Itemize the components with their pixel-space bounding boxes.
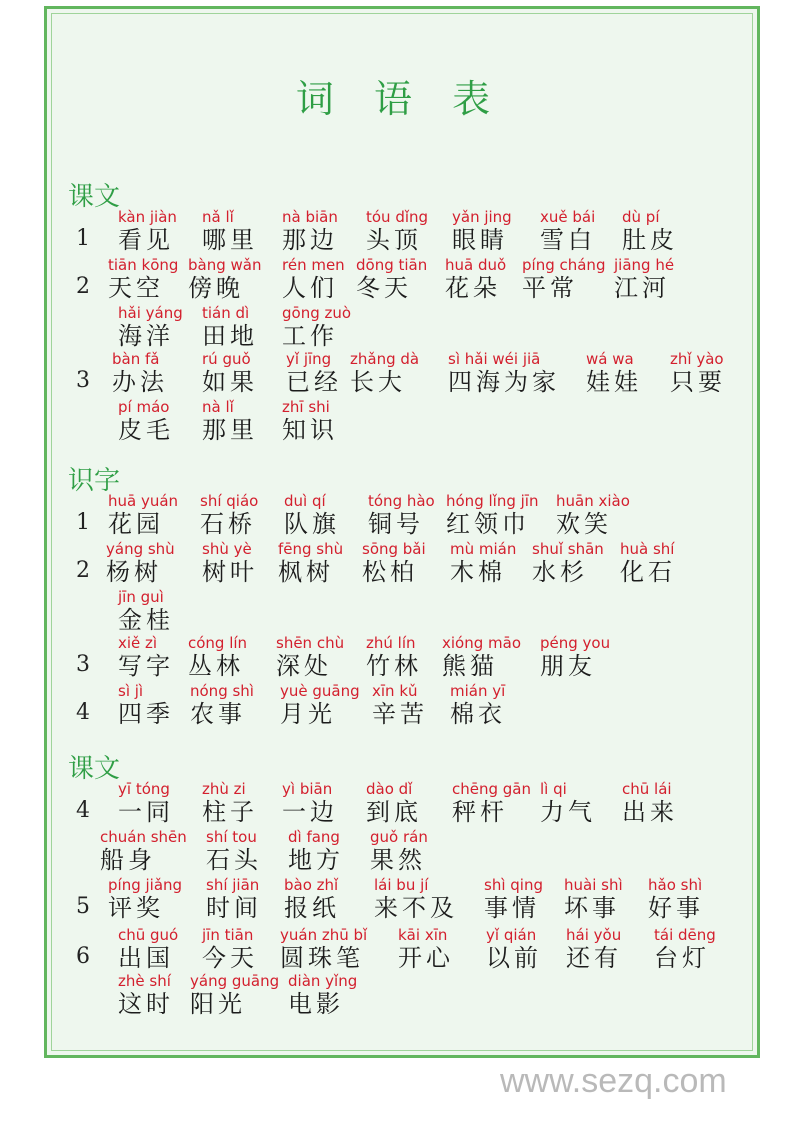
hanzi: 只要 [670,368,726,396]
hanzi: 写字 [118,652,174,680]
pinyin: huā yuán [108,492,179,510]
pinyin: xióng māo [442,634,521,652]
hanzi: 评奖 [108,894,164,922]
hanzi: 竹林 [366,652,422,680]
pinyin: mián yī [450,682,506,700]
hanzi: 看见 [118,226,174,254]
vocab-word [450,540,516,586]
pinyin: yǐ jīng [286,350,332,368]
pinyin: tiān kōng [108,256,179,274]
pinyin: nóng shì [190,682,254,700]
lesson-number: 6 [76,944,90,969]
pinyin: mù mián [450,540,517,558]
vocab-word [556,492,630,538]
pinyin: jīn tiān [202,926,254,944]
vocab-word [118,972,174,1018]
pinyin: wá wa [586,350,634,368]
vocab-word [366,634,422,680]
hanzi: 工作 [282,322,338,350]
hanzi: 坏事 [564,894,620,922]
hanzi: 长大 [350,368,406,396]
vocab-word [362,540,426,586]
hanzi: 天空 [108,274,164,302]
vocab-word [284,876,340,922]
hanzi: 圆珠笔 [280,944,364,972]
vocab-word [118,398,174,444]
pinyin: nǎ lǐ [202,208,234,226]
vocab-word [484,876,543,922]
pinyin: huà shí [620,540,675,558]
vocab-word [282,256,345,302]
vocab-word [446,492,538,538]
pinyin: huài shì [564,876,623,894]
vocab-word [202,780,258,826]
vocab-word [118,682,174,728]
vocab-word [118,208,177,254]
vocab-word [190,682,254,728]
vocab-word [276,634,344,680]
vocab-word [622,780,678,826]
vocab-word [540,208,596,254]
pinyin: zhǎng dà [350,350,420,368]
vocab-word [670,350,726,396]
hanzi: 石桥 [200,510,256,538]
pinyin: lái bu jí [374,876,429,894]
vocab-word [202,540,258,586]
pinyin: diàn yǐng [288,972,358,990]
pinyin: jiāng hé [614,256,675,274]
vocab-word [540,634,610,680]
hanzi: 四季 [118,700,174,728]
pinyin: tái dēng [654,926,716,944]
hanzi: 红领巾 [446,510,530,538]
vocab-word [450,682,506,728]
vocab-word [622,208,678,254]
hanzi: 地方 [288,846,344,874]
vocab-word [366,208,428,254]
hanzi: 眼睛 [452,226,508,254]
hanzi: 傍晚 [188,274,244,302]
vocab-word [200,492,258,538]
vocab-word [620,540,676,586]
hanzi: 化石 [620,558,676,586]
hanzi: 铜号 [368,510,424,538]
pinyin: shù yè [202,540,252,558]
hanzi: 松柏 [362,558,418,586]
hanzi: 今天 [202,944,258,972]
pinyin: zhú lín [366,634,416,652]
hanzi: 哪里 [202,226,258,254]
vocab-word [370,828,428,874]
pinyin: shí qiáo [200,492,259,510]
pinyin: jīn guì [118,588,164,606]
pinyin: fēng shù [278,540,344,558]
pinyin: dì fang [288,828,340,846]
hanzi: 平常 [522,274,578,302]
hanzi: 时间 [206,894,262,922]
vocab-word [486,926,542,972]
hanzi: 秤杆 [452,798,508,826]
vocab-word [452,780,531,826]
hanzi: 报纸 [284,894,340,922]
vocab-word [278,540,343,586]
vocab-word [188,256,261,302]
lesson-number: 1 [76,510,90,535]
pinyin: zhǐ yào [670,350,724,368]
pinyin: yǎn jing [452,208,512,226]
hanzi: 一边 [282,798,338,826]
hanzi: 皮毛 [118,416,174,444]
vocab-word [288,972,357,1018]
hanzi: 阳光 [190,990,246,1018]
pinyin: cóng lín [188,634,248,652]
vocab-word [206,876,262,922]
vocab-word [202,304,258,350]
vocab-word [654,926,716,972]
hanzi: 金桂 [118,606,174,634]
hanzi: 石头 [206,846,262,874]
lesson-number: 2 [76,558,90,583]
hanzi: 棉衣 [450,700,506,728]
vocab-word [356,256,427,302]
vocab-word [284,492,340,538]
pinyin: xīn kǔ [372,682,418,700]
hanzi: 这时 [118,990,174,1018]
lesson-number: 3 [76,368,90,393]
hanzi: 船身 [100,846,156,874]
hanzi: 电影 [288,990,344,1018]
vocab-word [118,926,178,972]
vocab-word [202,350,258,396]
hanzi: 冬天 [356,274,412,302]
vocab-word [540,780,596,826]
lesson-number: 5 [76,894,90,919]
hanzi: 枫树 [278,558,334,586]
hanzi: 树叶 [202,558,258,586]
vocab-word [108,256,178,302]
vocab-word [118,588,174,634]
vocab-word [566,926,622,972]
pinyin: sì jì [118,682,144,700]
pinyin: guǒ rán [370,828,428,846]
hanzi: 已经 [286,368,342,396]
pinyin: rú guǒ [202,350,251,368]
hanzi: 辛苦 [372,700,428,728]
hanzi: 那边 [282,226,338,254]
vocab-word [108,876,182,922]
pinyin: yáng shù [106,540,175,558]
pinyin: xuě bái [540,208,596,226]
vocab-word [202,926,258,972]
vocab-word [206,828,262,874]
pinyin: péng you [540,634,611,652]
pinyin: zhè shí [118,972,171,990]
pinyin: hóng lǐng jīn [446,492,539,510]
vocab-word [118,634,174,680]
hanzi: 人们 [282,274,338,302]
vocab-word [372,682,428,728]
hanzi: 力气 [540,798,596,826]
pinyin: bàn fǎ [112,350,160,368]
vocab-word [282,780,338,826]
vocab-word [398,926,454,972]
vocab-word [288,828,344,874]
vocab-word [108,492,178,538]
pinyin: yuán zhū bǐ [280,926,368,944]
hanzi: 如果 [202,368,258,396]
hanzi: 事情 [484,894,540,922]
pinyin: bào zhǐ [284,876,339,894]
hanzi: 朋友 [540,652,596,680]
hanzi: 花朵 [445,274,501,302]
hanzi: 熊猫 [442,652,498,680]
hanzi: 丛林 [188,652,244,680]
vocab-word [442,634,521,680]
pinyin: xiě zì [118,634,158,652]
vocab-word [280,926,367,972]
pinyin: dào dǐ [366,780,413,798]
hanzi: 深处 [276,652,332,680]
pinyin: nà lǐ [202,398,234,416]
vocab-word [202,208,258,254]
hanzi: 木棉 [450,558,506,586]
vocab-word [190,972,279,1018]
pinyin: yī tóng [118,780,170,798]
vocab-word [118,304,183,350]
hanzi: 队旗 [284,510,340,538]
hanzi: 肚皮 [622,226,678,254]
pinyin: dù pí [622,208,660,226]
lesson-number: 3 [76,652,90,677]
pinyin: duì qí [284,492,326,510]
pinyin: chū lái [622,780,672,798]
pinyin: kàn jiàn [118,208,177,226]
hanzi: 好事 [648,894,704,922]
vocab-word [282,398,338,444]
vocab-word [188,634,247,680]
hanzi: 果然 [370,846,426,874]
lesson-number: 4 [76,798,90,823]
hanzi: 柱子 [202,798,258,826]
vocab-word [282,208,338,254]
pinyin: tián dì [202,304,250,322]
pinyin: chū guó [118,926,179,944]
vocab-word [202,398,258,444]
vocab-word [112,350,168,396]
pinyin: tóng hào [368,492,435,510]
hanzi: 知识 [282,416,338,444]
hanzi: 欢笑 [556,510,612,538]
hanzi: 出国 [118,944,174,972]
pinyin: shí tou [206,828,257,846]
pinyin: rén men [282,256,345,274]
pinyin: yuè guāng [280,682,360,700]
vocab-word [374,876,458,922]
page-title: 词 语 表 [295,77,505,121]
pinyin: chuán shēn [100,828,187,846]
vocab-word [452,208,512,254]
vocab-word [448,350,560,396]
pinyin: huā duǒ [445,256,507,274]
pinyin: tóu dǐng [366,208,429,226]
pinyin: píng jiǎng [108,876,183,894]
lesson-number: 1 [76,226,90,251]
section-heading: 课文 [68,182,121,212]
vocab-word [282,304,351,350]
hanzi: 海洋 [118,322,174,350]
vocab-word [648,876,704,922]
hanzi: 头顶 [366,226,422,254]
pinyin: yì biān [282,780,333,798]
hanzi: 四海为家 [448,368,560,396]
vocab-word [564,876,623,922]
vocab-word [522,256,605,302]
hanzi: 娃娃 [586,368,642,396]
hanzi: 出来 [622,798,678,826]
watermark: www.sezq.com [500,1062,727,1100]
vocab-word [366,780,422,826]
pinyin: píng cháng [522,256,606,274]
vocab-word [586,350,642,396]
pinyin: hǎi yáng [118,304,183,322]
hanzi: 来不及 [374,894,458,922]
pinyin: kāi xīn [398,926,448,944]
pinyin: gōng zuò [282,304,352,322]
pinyin: bàng wǎn [188,256,262,274]
pinyin: shì qing [484,876,543,894]
vocab-word [118,780,174,826]
lesson-number: 2 [76,274,90,299]
pinyin: nà biān [282,208,338,226]
vocab-word [100,828,187,874]
hanzi: 以前 [486,944,542,972]
pinyin: hái yǒu [566,926,622,944]
pinyin: sì hǎi wéi jiā [448,350,541,368]
hanzi: 农事 [190,700,246,728]
vocab-word [280,682,360,728]
hanzi: 田地 [202,322,258,350]
pinyin: yáng guāng [190,972,280,990]
vocab-word [614,256,674,302]
pinyin: shuǐ shān [532,540,604,558]
hanzi: 办法 [112,368,168,396]
hanzi: 到底 [366,798,422,826]
hanzi: 台灯 [654,944,710,972]
pinyin: zhù zi [202,780,246,798]
pinyin: yǐ qián [486,926,537,944]
pinyin: hǎo shì [648,876,703,894]
vocab-word [368,492,435,538]
lesson-number: 4 [76,700,90,725]
hanzi: 还有 [566,944,622,972]
hanzi: 杨树 [106,558,162,586]
pinyin: shí jiān [206,876,260,894]
vocab-word [286,350,342,396]
pinyin: lì qi [540,780,567,798]
vocab-word [106,540,175,586]
hanzi: 江河 [614,274,670,302]
hanzi: 那里 [202,416,258,444]
hanzi: 开心 [398,944,454,972]
pinyin: chēng gān [452,780,531,798]
hanzi: 一同 [118,798,174,826]
vocab-word [532,540,604,586]
hanzi: 月光 [280,700,336,728]
section-heading: 课文 [68,754,121,784]
pinyin: dōng tiān [356,256,428,274]
vocab-word [350,350,419,396]
hanzi: 雪白 [540,226,596,254]
hanzi: 水杉 [532,558,588,586]
pinyin: sōng bǎi [362,540,426,558]
pinyin: shēn chù [276,634,345,652]
hanzi: 花园 [108,510,164,538]
pinyin: zhī shi [282,398,330,416]
vocab-word [445,256,506,302]
pinyin: huān xiào [556,492,630,510]
section-heading: 识字 [68,466,121,496]
pinyin: pí máo [118,398,170,416]
